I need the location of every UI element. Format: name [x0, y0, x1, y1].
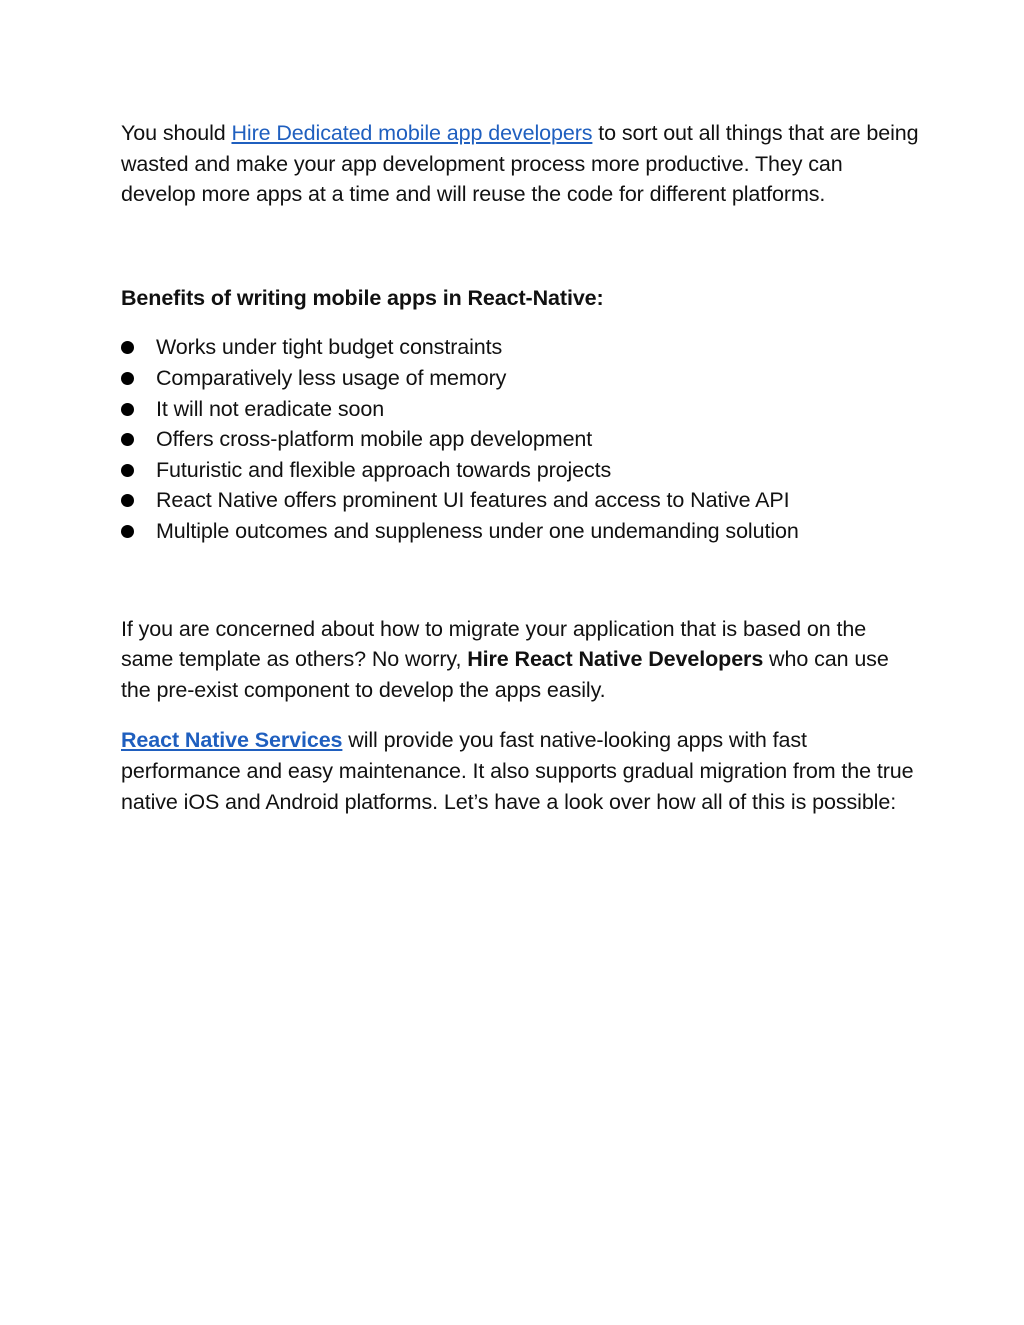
migrate-text-end: who can use the pre-exist component to develop the apps easily.: [121, 647, 889, 702]
list-item-text: Comparatively less usage of memory: [156, 365, 507, 390]
list-item-text: Offers cross-platform mobile app development: [156, 427, 593, 452]
bullet-icon: [121, 494, 134, 507]
list-item: [121, 485, 921, 516]
bullet-icon: [121, 525, 134, 538]
benefits-heading: Benefits of writing mobile apps in React-Native:: [121, 285, 604, 310]
bullet-icon: [121, 372, 134, 385]
list-item-text: React Native offers prominent UI features and access to Native API: [156, 488, 790, 513]
react-native-services-link[interactable]: React Native Services: [121, 728, 343, 753]
list-item: [121, 516, 921, 547]
hire-react-native-developers-text: Hire React Native Developers: [467, 647, 764, 672]
list-item-text: It will not eradicate soon: [156, 396, 385, 421]
migrate-paragraph: [121, 614, 921, 706]
intro-text-end: to sort out all things that are being wasted and make your app development process more productive. They can develop more apps at a time and will reuse the code for different platforms.: [121, 121, 919, 207]
benefits-list: [121, 332, 921, 546]
hire-dedicated-developers-link[interactable]: Hire Dedicated mobile app developers: [231, 121, 593, 145]
bullet-icon: [121, 464, 134, 477]
intro-paragraph: [121, 118, 921, 210]
services-paragraph: [121, 725, 921, 817]
list-item-text: Futuristic and flexible approach towards projects: [156, 457, 612, 482]
list-item: [121, 455, 921, 486]
intro-text-start: You should: [121, 121, 232, 145]
migrate-text-start: If you are concerned about how to migrate your application that is based on the same template as others? No worry,: [121, 616, 867, 672]
list-item: [121, 424, 921, 455]
bullet-icon: [121, 403, 134, 416]
bullet-icon: [121, 341, 134, 354]
services-text: will provide you fast native-looking apps with fast performance and easy maintenance. It also supports gradual migration from the true native iOS and Android platforms. Let’s have a look over how all of this is possible:: [121, 728, 914, 814]
list-item: [121, 394, 921, 425]
list-item: [121, 332, 921, 363]
document-page: [121, 118, 921, 817]
list-item-text: Multiple outcomes and suppleness under one undemanding solution: [156, 518, 799, 543]
bullet-icon: [121, 433, 134, 446]
list-item-text: Works under tight budget constraints: [156, 335, 503, 360]
list-item: [121, 363, 921, 394]
